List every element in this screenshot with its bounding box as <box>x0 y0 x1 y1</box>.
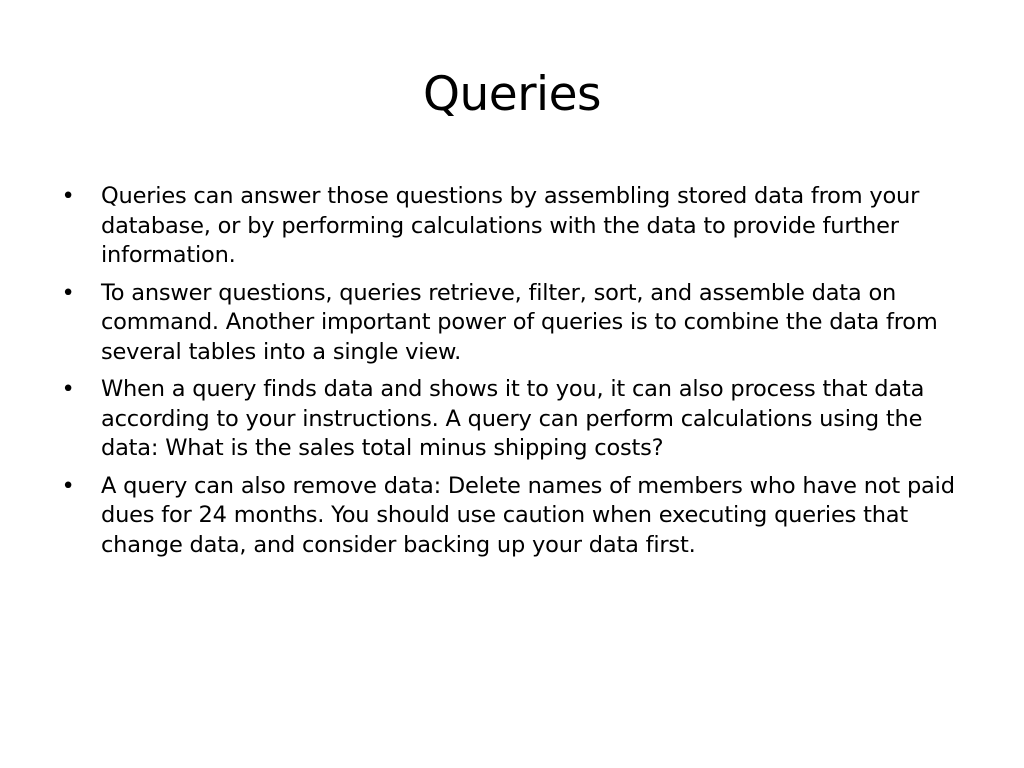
bullet-text: A query can also remove data: Delete names of members who have not paid dues for 24 months. You should use caution when executing queries that change data, and consider backing up your data first. <box>101 472 955 558</box>
bullet-item <box>58 182 968 271</box>
bullet-item <box>58 472 968 561</box>
bullet-list <box>58 182 968 568</box>
bullet-item <box>58 375 968 464</box>
bullet-text: To answer questions, queries retrieve, filter, sort, and assemble data on command. Another important power of queries is to combine the data from several tables into a single view. <box>101 279 938 365</box>
bullet-item <box>58 279 968 368</box>
bullet-text: When a query finds data and shows it to you, it can also process that data according to your instructions. A query can perform calculations using the data: What is the sales total minus shipping costs? <box>101 376 925 461</box>
bullet-icon: • <box>61 376 75 402</box>
bullet-icon: • <box>61 472 75 499</box>
slide-title: Queries <box>423 67 601 122</box>
bullet-icon: • <box>61 279 75 306</box>
bullet-text: Queries can answer those questions by assembling stored data from your database, or by performing calculations with the data to provide further information. <box>101 183 920 268</box>
bullet-icon: • <box>61 183 75 209</box>
